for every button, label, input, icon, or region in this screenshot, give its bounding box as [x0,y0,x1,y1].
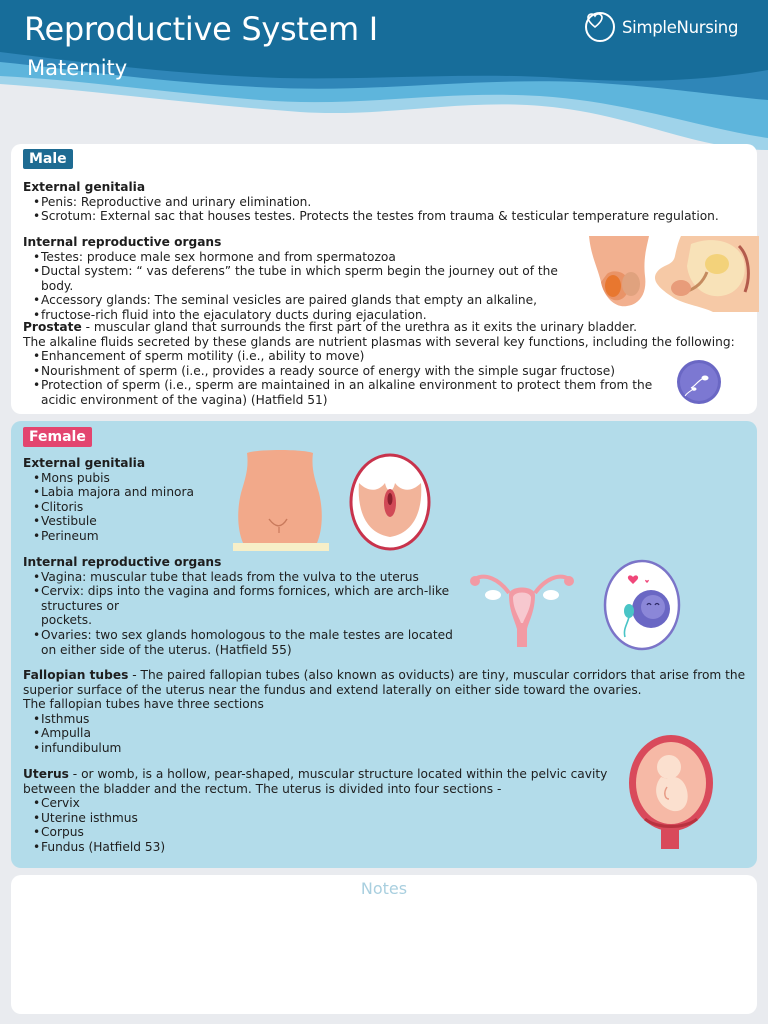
male-internal-block [23,235,593,323]
uterus-block [23,767,623,855]
uterus-definition: Uterus - or womb, is a hollow, pear-shaped, muscular structure located within the pelvic cavity [23,767,608,781]
list-item: • Vestibule [33,514,243,529]
prostate-definition: Prostate - muscular gland that surrounds the first part of the urethra as it exits the urinary bladder. [23,320,637,334]
uterus-definition-line: between the bladder and the rectum. The uterus is divided into four sections - [23,781,502,796]
list-item-continuation: • fructose-rich fluid into the ejaculatory ducts during ejaculation. [33,308,593,323]
fallopian-sections-intro: The fallopian tubes have three sections [23,697,264,712]
list-item-continuation: acidic environment of the vagina) (Hatfield 51) [41,392,328,407]
female-external-heading: External genitalia [23,456,146,470]
list-item: • Ampulla [33,726,753,741]
brand-name: SimpleNursing [622,17,739,37]
list-item: • Penis: Reproductive and urinary elimination. [33,195,743,210]
female-tag: Female [23,427,92,447]
male-internal-heading: Internal reproductive organs [23,235,222,249]
female-internal-block [23,555,463,657]
list-item: • Cervix: dips into the vagina and forms fornices, which are arch-like [33,584,463,599]
fetus-in-uterus-illustration [627,733,723,851]
scrotum-illustration [587,236,651,310]
list-item: • Protection of sperm (i.e., sperm are maintained in an alkaline environment to protect them from the [33,378,743,393]
stethoscope-heart-icon [585,12,615,42]
list-item: • Clitoris [33,500,243,515]
list-item: • Vagina: muscular tube that leads from the vulva to the uterus [33,570,463,585]
fallopian-definition-line: superior surface of the uterus near the fundus and extend laterally on either side toward the ovaries. [23,682,642,697]
page-title: Reproductive System I [24,10,378,48]
male-external-heading: External genitalia [23,180,146,194]
prostate-block [23,320,743,408]
female-section [11,421,757,868]
header-banner [0,0,768,150]
list-item: • Nourishment of sperm (i.e., provides a ready source of energy with the simple sugar fructose) [33,364,743,379]
sperm-cell-icon [675,360,723,404]
list-item-continuation: pockets. [41,613,93,628]
list-item: • Labia majora and minora [33,485,243,500]
brand-logo [585,11,738,43]
list-item: • Corpus [33,825,623,840]
list-item: • Ovaries: two sex glands homologous to the male testes are located [33,628,463,643]
page-subtitle: Maternity [27,56,128,80]
list-item: • Uterine isthmus [33,811,623,826]
male-external-block [23,180,743,224]
list-item: • infundibulum [33,741,753,756]
list-item: • Fundus (Hatfield 53) [33,840,623,855]
list-item: • Enhancement of sperm motility (i.e., ability to move) [33,349,743,364]
male-section [11,144,757,414]
list-item: • Mons pubis [33,471,243,486]
notes-label: Notes [360,879,408,898]
female-external-block [23,456,243,544]
notes-section[interactable] [11,875,757,1014]
male-pelvis-cross-section-illustration [651,236,759,312]
fallopian-definition: Fallopian tubes - The paired fallopian tubes (also known as oviducts) are tiny, muscular corridors that arise from the [23,668,746,682]
fertilization-icon [603,559,681,651]
list-item: • Scrotum: External sac that houses testes. Protects the testes from trauma & testicular temperature regulation. [33,209,743,224]
vulva-closeup-illustration [349,453,431,551]
list-item: • Perineum [33,529,243,544]
list-item-continuation: on either side of the uterus. (Hatfield 55) [41,642,292,657]
list-item: • Isthmus [33,712,753,727]
list-item: • Testes: produce male sex hormone and from spermatozoa [33,250,593,265]
prostate-functions-intro: The alkaline fluids secreted by these glands are nutrient plasmas with several key functions, including the following: [23,334,735,349]
list-item: • Cervix [33,796,623,811]
list-item: • Ductal system: “ vas deferens” the tube in which sperm begin the journey out of the body. [33,264,593,293]
female-pelvis-illustration [233,449,329,551]
list-item: • Accessory glands: The seminal vesicles are paired glands that empty an alkaline, [33,293,593,308]
list-item-continuation: structures or [41,598,119,613]
female-internal-heading: Internal reproductive organs [23,555,222,569]
uterus-ovaries-illustration [469,565,575,649]
male-tag: Male [23,149,73,169]
